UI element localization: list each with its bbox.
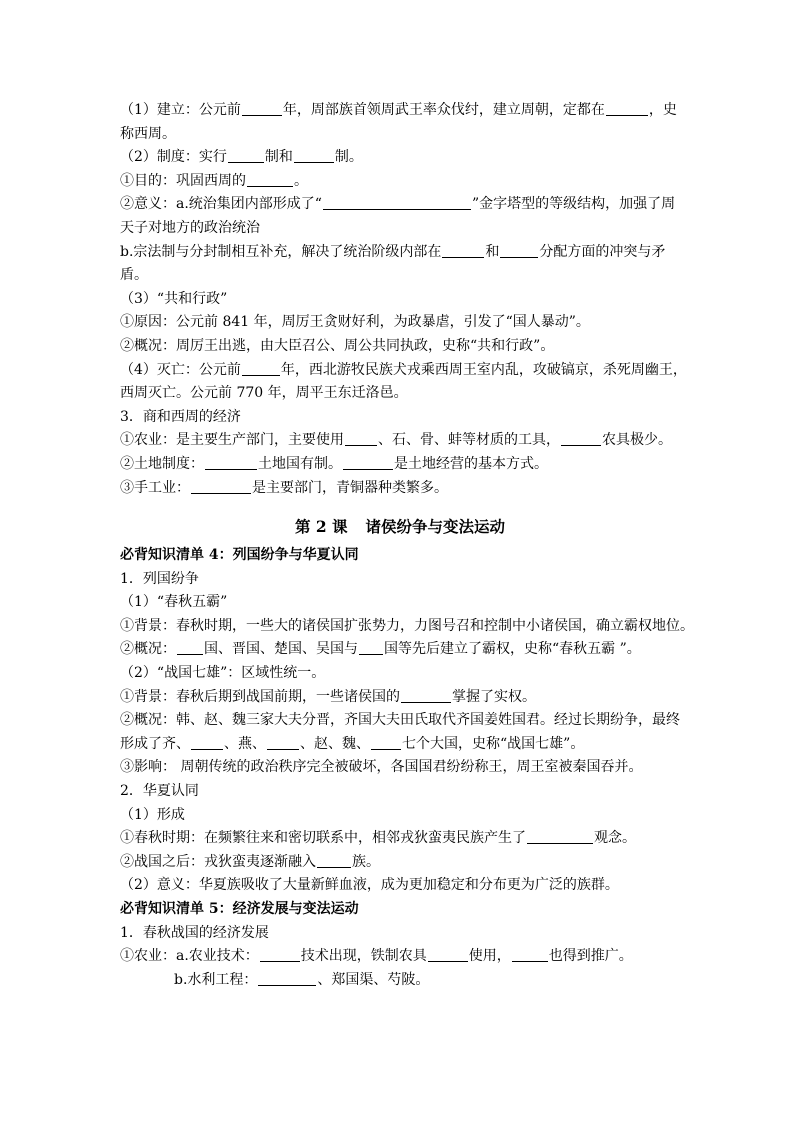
text: 使用， <box>468 948 511 965</box>
text-line <box>120 638 680 662</box>
fill-blank <box>258 970 316 986</box>
text: 族。 <box>352 853 380 870</box>
text-line <box>120 851 680 875</box>
fill-blank <box>606 100 648 116</box>
text-line <box>120 733 680 757</box>
text: 、燕、 <box>224 735 266 752</box>
text: 年，西北游牧民族犬戎乘西周王室内乱，攻破镐京，杀死周幽王， <box>280 361 687 378</box>
fill-blank <box>527 828 593 844</box>
fill-blank <box>267 734 299 750</box>
text-line <box>120 945 680 969</box>
fill-blank <box>323 194 471 210</box>
text-line <box>120 477 680 501</box>
fill-blank <box>191 478 251 494</box>
text: （2）制度：实行 <box>120 149 227 166</box>
text-line: （2）“战国七雄”：区域性统一。 <box>120 665 326 682</box>
text: 土地国有制。 <box>258 455 342 472</box>
text: ②概况： <box>120 641 176 658</box>
text: ①春秋时期：在频繁往来和密切联系中，相邻戎狄蛮夷民族产生了 <box>120 830 526 847</box>
fill-blank <box>428 946 468 962</box>
text-line: 盾。 <box>120 267 148 284</box>
text-line: 1．列国纷争 <box>120 570 199 587</box>
text-line: 2．华夏认同 <box>120 783 199 800</box>
text-line <box>120 193 680 217</box>
text: 制和 <box>264 149 293 166</box>
text-line <box>120 99 680 123</box>
fill-blank <box>500 242 538 258</box>
fill-blank <box>191 734 223 750</box>
lesson-number: 第 2 课 <box>294 517 348 537</box>
text-line <box>120 686 680 710</box>
text: ”金字塔型的等级结构，加强了周 <box>471 196 676 213</box>
text: 七个大国，史称“战国七雄”。 <box>402 735 585 752</box>
text: ①背景：春秋后期到战国前期，一些诸侯国的 <box>120 688 400 705</box>
text: 和 <box>485 243 500 260</box>
section-heading: 必背知识清单 4：列国纷争与华夏认同 <box>120 547 359 564</box>
fill-blank <box>242 100 282 116</box>
fill-blank <box>345 430 377 446</box>
text-line: 3．商和西周的经济 <box>120 408 241 425</box>
text: 年，周部族首领周武王率众伐纣，建立周朝，定都在 <box>282 102 605 118</box>
fill-blank <box>512 946 548 962</box>
text: ，史 <box>648 102 677 118</box>
text-line: （3）“共和行政” <box>120 290 228 307</box>
text: 。 <box>294 172 308 189</box>
text-line: 天子对地方的政治统治 <box>120 219 260 236</box>
fill-blank <box>177 639 203 655</box>
text: 制。 <box>334 149 363 166</box>
text: 是土地经营的基本方式。 <box>394 455 548 472</box>
fill-blank <box>294 147 334 163</box>
text-line: （2）意义：华夏族吸收了大量新鲜血液，成为更加稳定和分布更为广泛的族群。 <box>120 877 619 894</box>
fill-blank <box>343 454 393 470</box>
text: 分配方面的冲突与矛 <box>539 243 666 260</box>
text: 观念。 <box>594 830 636 847</box>
text: ②战国之后：戎狄蛮夷逐渐融入 <box>120 853 316 870</box>
fill-blank <box>371 734 401 750</box>
text-line: 称西周。 <box>120 125 176 142</box>
text-line <box>120 453 680 477</box>
text: 技术出现，铁制农具 <box>300 948 427 965</box>
text-line: 1．春秋战国的经济发展 <box>120 924 269 941</box>
section-heading: 必背知识清单 5：经济发展与变法运动 <box>120 901 359 917</box>
text: 、郑国渠、芍陂。 <box>317 971 430 988</box>
text: 、石、骨、蚌等材质的工具， <box>378 432 560 449</box>
text-line <box>120 146 680 170</box>
text: 、赵、魏、 <box>300 735 370 752</box>
lesson-title <box>120 510 680 544</box>
text: ②意义：a.统治集团内部形成了“ <box>120 196 322 213</box>
text: ③手工业： <box>120 479 190 496</box>
fill-blank <box>561 430 601 446</box>
fill-blank <box>442 242 484 258</box>
fill-blank <box>317 852 351 868</box>
text-line: ①背景：春秋时期，一些大的诸侯国扩张势力，力图号召和控制中小诸侯国，确立霸权地位。 <box>120 617 694 634</box>
text-line <box>120 359 687 383</box>
text: 农具极少。 <box>602 432 672 449</box>
text-line: ②概况：周厉王出逃，由大臣召公、周公共同执政，史称“共和行政”。 <box>120 337 555 354</box>
text: b.宗法制与分封制相互补充，解决了统治阶级内部在 <box>120 243 442 260</box>
text: （1）建立：公元前 <box>120 102 241 118</box>
fill-blank <box>242 360 280 376</box>
text: 形成了齐、 <box>120 735 190 752</box>
text: ①农业：a.农业技术： <box>120 948 259 965</box>
fill-blank <box>205 454 257 470</box>
text: 掌握了实权。 <box>452 688 536 705</box>
text: 也得到推广。 <box>548 948 633 965</box>
text: b.水利工程： <box>174 971 258 988</box>
text-line: （1）形成 <box>120 806 185 823</box>
text-line: （1）“春秋五霸” <box>120 594 228 611</box>
text-line <box>120 827 680 851</box>
text-line <box>120 170 680 194</box>
text-line: ②概况：韩、赵、魏三家大夫分晋，齐国大夫田氏取代齐国姜姓国君。经过长期纷争，最终 <box>120 712 680 729</box>
text: ②土地制度： <box>120 455 204 472</box>
fill-blank <box>359 639 383 655</box>
text: 国等先后建立了霸权，史称“春秋五霸 ”。 <box>384 641 641 658</box>
fill-blank <box>228 147 264 163</box>
text: 是主要部门，青铜器种类繁多。 <box>252 479 448 496</box>
text-line <box>120 969 680 993</box>
text: ①农业：是主要生产部门，主要使用 <box>120 432 344 449</box>
document-body <box>120 99 694 992</box>
text: 国、晋国、楚国、吴国与 <box>204 641 358 658</box>
text-line: ①原因：公元前 841 年，周厉王贪财好利，为政暴虐，引发了“国人暴动”。 <box>120 314 590 331</box>
fill-blank <box>247 171 293 187</box>
text-line: 西周灭亡。公元前 770 年，周平王东迁洛邑。 <box>120 385 408 402</box>
text: ①目的：巩固西周的 <box>120 172 246 189</box>
text-line <box>120 241 680 265</box>
text-line: ③影响： 周朝传统的政治秩序完全被破坏，各国国君纷纷称王，周王室被秦国吞并。 <box>120 759 643 776</box>
lesson-name: 诸侯纷争与变法运动 <box>365 517 506 537</box>
fill-blank <box>401 687 451 703</box>
text: （4）灭亡：公元前 <box>120 361 241 378</box>
fill-blank <box>260 946 300 962</box>
text-line <box>120 429 680 453</box>
